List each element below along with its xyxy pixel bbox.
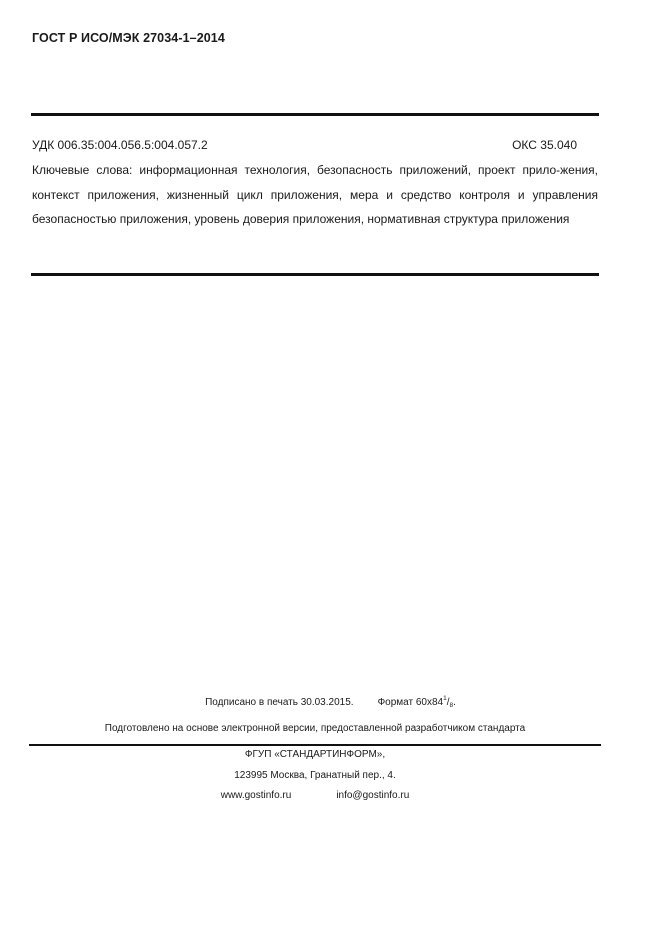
udk-code: УДК 006.35:004.056.5:004.057.2 xyxy=(32,138,208,152)
oks-code: ОКС 35.040 xyxy=(512,138,577,152)
email-link[interactable]: info@gostinfo.ru xyxy=(336,790,410,801)
bottom-divider xyxy=(31,273,599,276)
top-divider xyxy=(31,113,599,116)
signed-date: Подписано в печать 30.03.2015. xyxy=(205,697,354,708)
format-numerator: 1 xyxy=(443,695,447,702)
imprint-divider xyxy=(29,744,601,746)
signing-info xyxy=(0,695,661,709)
publisher-contacts xyxy=(0,790,630,801)
paper-format: Формат $60x84^1/_8$. xyxy=(377,695,456,709)
website-link[interactable]: www.gostinfo.ru xyxy=(220,790,292,801)
publisher-name: ФГУП «СТАНДАРТИНФОРМ», xyxy=(244,749,386,760)
format-denominator: 8 xyxy=(449,702,454,709)
publisher-address: 123995 Москва, Гранатный пер., 4. xyxy=(234,770,396,781)
document-code: ГОСТ Р ИСО/МЭК 27034-1–2014 xyxy=(32,31,225,45)
classification-row xyxy=(32,138,577,152)
prepared-note: Подготовлено на основе электронной версии, предоставленной разработчиком стандарта xyxy=(104,723,526,734)
keywords-paragraph: Ключевые слова: информационная технология, безопасность приложений, проект прило-жения, контекст приложения, жизненный цикл приложения, мера и средство контроля и управления безопасностью приложения, уровень доверия приложения, нормативная структура приложения xyxy=(32,163,598,226)
